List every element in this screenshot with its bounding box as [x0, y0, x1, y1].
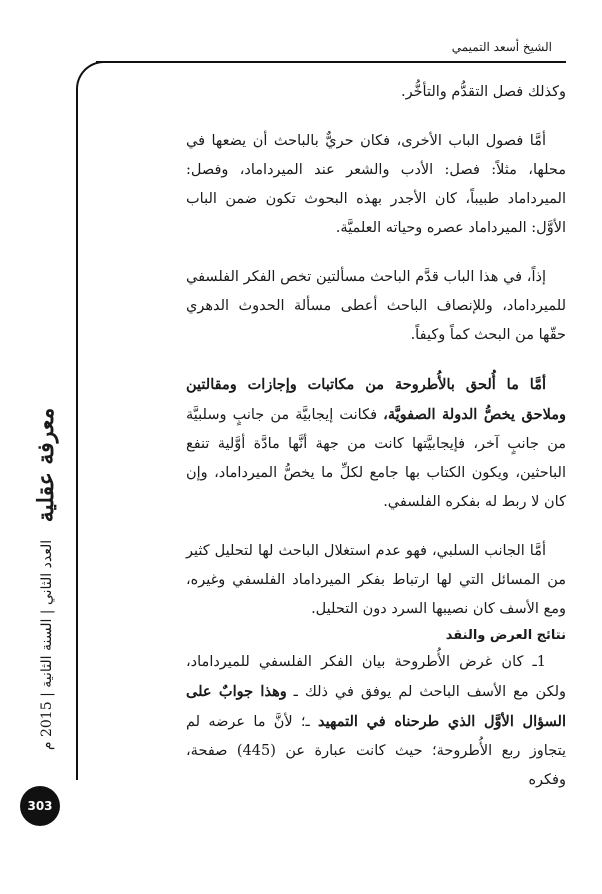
paragraph-1: وكذلك فصل التقدُّم والتأخُّر.: [400, 84, 566, 100]
paragraph-4: [186, 370, 566, 517]
frame-top-rule: [96, 61, 566, 63]
issue-info-text: العدد الثاني | السنة الثانية | 2015 م: [39, 539, 56, 751]
frame-corner: [76, 61, 116, 101]
paragraph-6: [186, 648, 566, 795]
paragraph-3: إذاً، في هذا الباب قدَّم الباحث مسألتين تخص الفكر الفلسفي للميرداماد، وللإنصاف الباحث أعطى مسألة الحدوث الدهري حقّها من البحث كماً وكيفاً.: [186, 269, 566, 343]
paragraph-6-b: ـ؛ لأنَّ ما عرضه لم يتجاوز ربع الأُطروحة؛ حيث كانت عبارة عن (445) صفحة، وفكره: [186, 714, 566, 788]
frame-side-rule: [76, 96, 78, 780]
running-header-author: الشيخ أسعد التميمي: [451, 40, 552, 54]
section-subheading: نتائج العرض والنقد: [445, 628, 566, 643]
paragraph-5: أمَّا الجانب السلبي، فهو عدم استغلال الباحث لها لتحليل كثير من المسائل التي لها ارتباط بفكر الميرداماد الفلسفي وغيره، ومع الأسف كان نصيبها السرد دون التحليل.: [186, 543, 566, 617]
body-text: [186, 78, 566, 795]
paragraph-4-bold: أمَّا ما أُلحق بالأُطروحة من مكاتبات وإجازات ومقالتين وملاحق يخصُّ الدولة الصفويَّة،: [186, 376, 567, 423]
page-number-badge: 303: [20, 786, 60, 826]
paragraph-4-rest: فكانت إيجابيَّة من جانبٍ وسلبيَّة من جانبٍ آخر، فإيجابيَّتها كانت من جهة أنَّها مادَّة أوَّلية تنفع الباحثين، ويكون الكتاب بها جامع لكلِّ ما يخصُّ الميرداماد، وإن كان لا ربط له بفكره الفلسفي.: [186, 407, 566, 510]
issue-info-vertical: [34, 539, 60, 751]
paragraph-6-bold: وهذا جوابٌ على السؤال الأوَّل الذي طرحناه في التمهيد: [186, 683, 566, 730]
journal-title-text: معرفة عقلية: [33, 407, 60, 523]
paragraph-6-a: 1ـ كان غرض الأُطروحة بيان الفكر الفلسفي للميرداماد، ولكن مع الأسف الباحث لم يوفق في ذلك ـ: [186, 654, 566, 700]
journal-title-vertical: [26, 407, 66, 523]
paragraph-2: أمَّا فصول الباب الأخرى، فكان حريٌّ بالباحث أن يضعها في محلها، مثلاً: فصل: الأدب والشعر عند الميرداماد، وفصل: الميرداماد طبيباً، كان الأجدر بهذه البحوث تكون ضمن الباب الأوَّل: الميرداماد عصره وحياته العلميَّة.: [186, 133, 566, 236]
